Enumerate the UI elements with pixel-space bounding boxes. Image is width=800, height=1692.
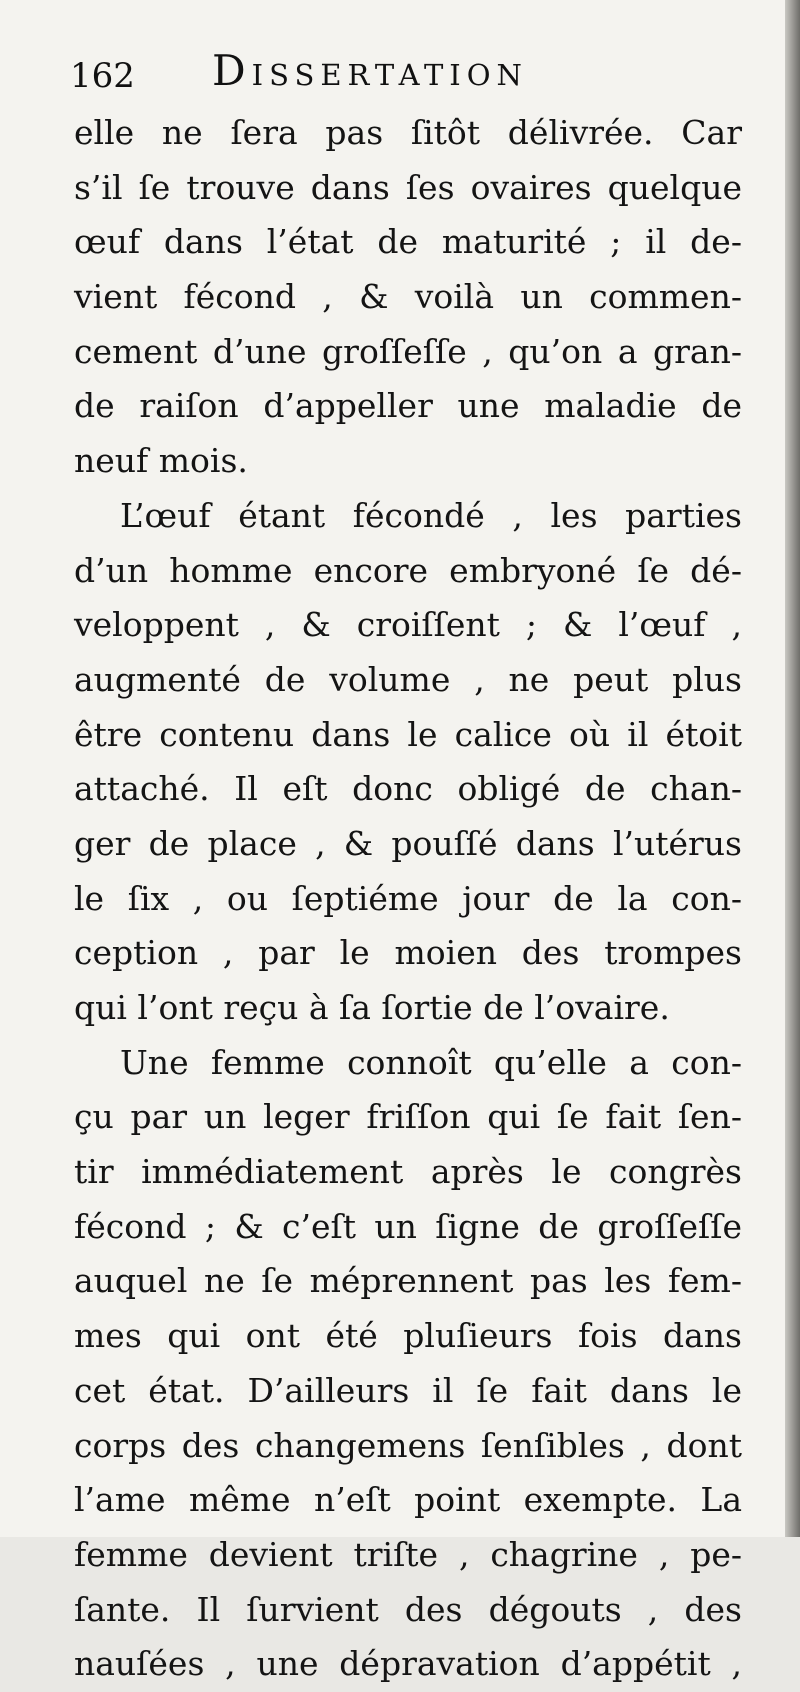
running-title: Dissertation	[212, 46, 528, 95]
text-line: çu par un leger friſſon qui ſe fait ſen-	[74, 1097, 742, 1137]
text-line: cement d’une groſſeſſe , qu’on a gran-	[74, 331, 742, 371]
text-line: L’œuf étant fécondé , les parties	[120, 495, 742, 535]
text-line: corps des changemens ſenſibles , dont	[74, 1425, 742, 1465]
text-line: neuf mois.	[74, 441, 248, 481]
text-line: ſante. Il ſurvient des dégouts , des	[74, 1589, 742, 1629]
text-line: nauſées , une dépravation d’appétit ,	[74, 1644, 742, 1684]
text-line: vient fécond , & voilà un commen-	[74, 277, 742, 317]
text-line: ception , par le moien des trompes	[74, 933, 742, 973]
body-text	[74, 106, 742, 1692]
text-line: auquel ne ſe méprennent pas les fem-	[74, 1261, 742, 1301]
page-gutter-shadow	[785, 0, 800, 1537]
paragraph-3	[74, 1036, 742, 1692]
text-line: femme devient triſte , chagrine , pe-	[74, 1534, 742, 1574]
text-line: Une femme connoît qu’elle a con-	[120, 1042, 742, 1082]
text-line: elle ne ſera pas ſitôt délivrée. Car	[74, 113, 742, 152]
text-line: mes qui ont été pluſieurs fois dans	[74, 1316, 742, 1356]
paragraph-2	[74, 489, 742, 1036]
text-line: s’il ſe trouve dans ſes ovaires quelque	[74, 167, 742, 207]
text-line: le ſix , ou ſeptiéme jour de la con-	[74, 878, 742, 918]
text-line: fécond ; & c’eſt un ſigne de groſſeſſe	[74, 1206, 742, 1246]
text-line: attaché. Il eſt donc obligé de chan-	[74, 769, 742, 809]
text-line: cet état. D’ailleurs il ſe fait dans le	[74, 1370, 742, 1410]
text-line: veloppent , & croiſſent ; & l’œuf ,	[74, 605, 742, 645]
text-line: augmenté de volume , ne peut plus	[74, 659, 742, 699]
text-line: d’un homme encore embryoné ſe dé-	[74, 550, 742, 590]
text-line: œuf dans l’état de maturité ; il de-	[74, 222, 742, 262]
text-line: qui l’ont reçu à ſa ſortie de l’ovaire.	[74, 988, 670, 1027]
text-line: de raiſon d’appeller une maladie de	[74, 386, 742, 426]
paragraph-1	[74, 106, 742, 489]
page-number: 162	[70, 56, 135, 96]
page-header	[70, 46, 670, 106]
text-line: être contenu dans le calice où il étoit	[74, 714, 742, 754]
text-line: ger de place , & pouſſé dans l’utérus	[74, 823, 742, 863]
text-line: tir immédiatement après le congrès	[74, 1152, 742, 1192]
text-line: l’ame même n’eſt point exempte. La	[74, 1480, 742, 1520]
